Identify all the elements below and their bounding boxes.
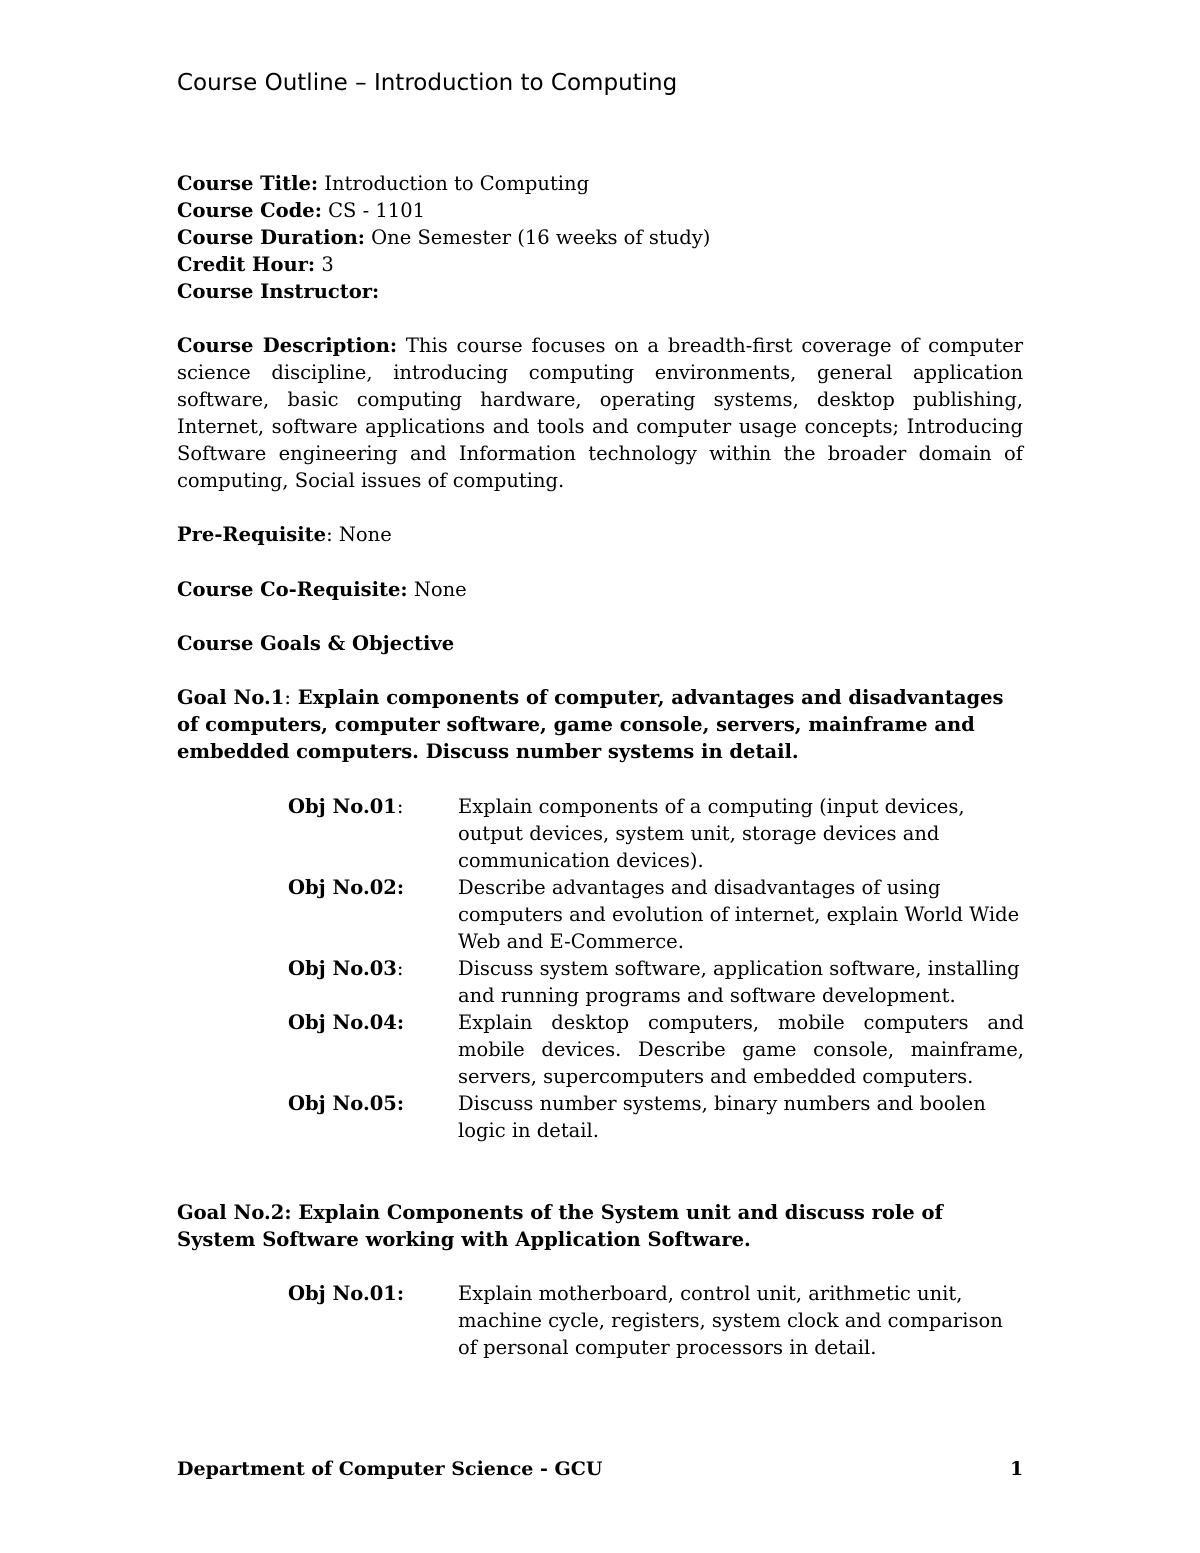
- goal-2-objectives: [288, 1280, 1024, 1361]
- corequisite-value: None: [413, 578, 467, 601]
- objective-label-sep: :: [396, 795, 404, 818]
- credit-hour-label: Credit Hour:: [177, 253, 316, 276]
- objective-item: [288, 955, 1024, 1009]
- objective-label-text: Obj No.03: [288, 957, 397, 980]
- goal-1-label: Goal No.1: [177, 686, 285, 709]
- course-code-row: [177, 197, 1023, 224]
- goal-1-separator: :: [284, 686, 291, 709]
- course-code-value: CS - 1101: [328, 199, 426, 222]
- course-instructor-label: Course Instructor:: [177, 280, 380, 303]
- goals-heading-text: Course Goals & Objective: [177, 632, 455, 655]
- course-meta: [177, 170, 1023, 305]
- objective-text: Explain motherboard, control unit, arithmetic unit, machine cycle, registers, system clock and comparison of personal computer processors in detail.: [458, 1282, 1003, 1359]
- objective-label-sep: :: [396, 957, 404, 980]
- goal-1: [177, 684, 1023, 765]
- course-title-label: Course Title:: [177, 172, 319, 195]
- corequisite-row: [177, 576, 1023, 603]
- objective-label-text: Obj No.01:: [288, 1282, 405, 1305]
- course-title-row: [177, 170, 1023, 197]
- objective-label-text: Obj No.02:: [288, 876, 405, 899]
- course-instructor-row: [177, 278, 1023, 305]
- objective-text: Explain desktop computers, mobile computers and mobile devices. Describe game console, mainframe, servers, supercomputers and embedded computers.: [458, 1011, 1024, 1088]
- course-duration-value: One Semester (16 weeks of study): [371, 226, 711, 249]
- objective-text: Explain components of a computing (input devices, output devices, system unit, storage devices and communication devices).: [458, 795, 965, 872]
- objective-item: [288, 874, 1024, 955]
- objective-label: [288, 955, 458, 1009]
- course-title-value: Introduction to Computing: [324, 172, 590, 195]
- objective-label: [288, 874, 458, 955]
- goal-1-objectives: [288, 793, 1024, 1144]
- footer-page-number: 1: [1010, 1458, 1024, 1480]
- document-title: Course Outline – Introduction to Computing: [177, 70, 678, 96]
- footer-department: Department of Computer Science - GCU: [177, 1458, 603, 1480]
- course-description-text: This course focuses on a breadth-first coverage of computer science discipline, introducing computing environments, general application software, basic computing hardware, operating systems, desktop publishing, Internet, software applications and tools and computer usage concepts; Introducing Software engineering and Information technology within the broader domain of computing, Social issues of computing.: [177, 334, 1024, 492]
- objective-label-text: Obj No.05:: [288, 1092, 405, 1115]
- course-duration-label: Course Duration:: [177, 226, 365, 249]
- goal-2-label: Goal No.2:: [177, 1201, 292, 1224]
- prerequisite-row: [177, 521, 1023, 548]
- objective-item: [288, 1090, 1024, 1144]
- course-description-label: Course Description:: [177, 334, 398, 357]
- course-code-label: Course Code:: [177, 199, 322, 222]
- goal-2-text: Explain Components of the System unit and discuss role of System Software working with Application Software.: [177, 1201, 943, 1251]
- goals-heading: [177, 630, 1023, 657]
- goal-2: [177, 1199, 1023, 1253]
- credit-hour-row: [177, 251, 1023, 278]
- objective-item: [288, 793, 1024, 874]
- prerequisite-label: Pre-Requisite: [177, 523, 327, 546]
- objective-label-text: Obj No.04:: [288, 1011, 405, 1034]
- course-duration-row: [177, 224, 1023, 251]
- objective-label: [288, 793, 458, 874]
- prerequisite-value: : None: [326, 523, 392, 546]
- objective-label: [288, 1009, 458, 1090]
- objective-label: [288, 1090, 458, 1144]
- objective-text: Discuss number systems, binary numbers and boolen logic in detail.: [458, 1092, 986, 1142]
- credit-hour-value: 3: [321, 253, 334, 276]
- objective-text: Describe advantages and disadvantages of using computers and evolution of internet, explain World Wide Web and E-Commerce.: [458, 876, 1020, 953]
- objective-item: [288, 1009, 1024, 1090]
- course-description: [177, 332, 1023, 494]
- objective-label: [288, 1280, 458, 1361]
- objective-label-text: Obj No.01: [288, 795, 397, 818]
- objective-item: [288, 1280, 1024, 1361]
- goal-1-text: Explain components of computer, advantages and disadvantages of computers, computer software, game console, servers, mainframe and embedded computers. Discuss number systems in detail.: [177, 686, 1004, 763]
- objective-text: Discuss system software, application software, installing and running programs and software development.: [458, 957, 1020, 1007]
- corequisite-label: Course Co-Requisite:: [177, 578, 408, 601]
